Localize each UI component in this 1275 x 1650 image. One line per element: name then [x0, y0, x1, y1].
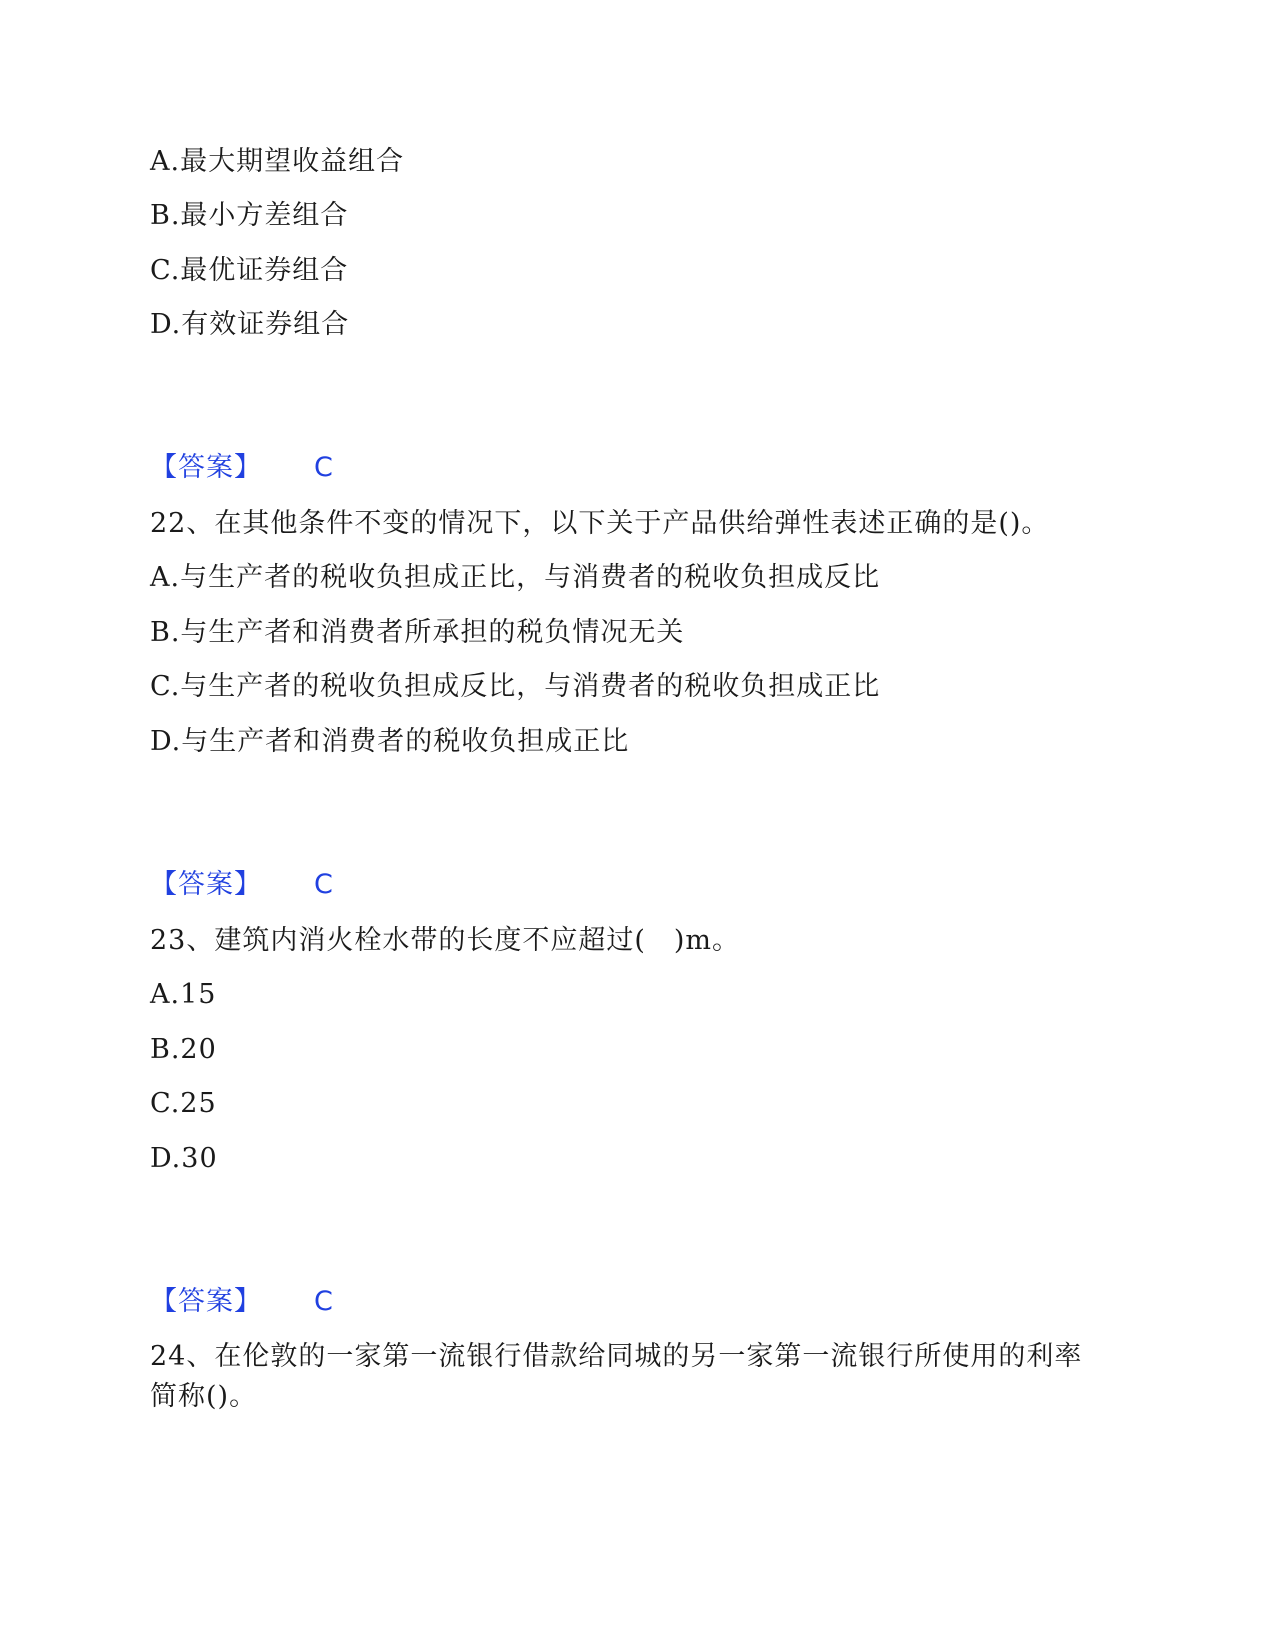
q23-answer — [150, 1285, 333, 1319]
q23-question: 23、建筑内消火栓水带的长度不应超过( )m。 — [150, 925, 741, 956]
q22-answer — [150, 868, 333, 902]
q21-option-b: B.最小方差组合 — [150, 200, 349, 231]
answer-label: 【答案】 — [150, 869, 262, 900]
q21-option-d: D.有效证券组合 — [150, 309, 350, 340]
q23-option-a: A.15 — [150, 979, 217, 1010]
q23-option-d: D.30 — [150, 1143, 218, 1174]
q23-option-b: B.20 — [150, 1034, 217, 1065]
answer-value: C — [314, 1286, 333, 1317]
q22-option-c: C.与生产者的税收负担成反比，与消费者的税收负担成正比 — [150, 671, 881, 702]
q21-option-c: C.最优证券组合 — [150, 255, 349, 286]
answer-label: 【答案】 — [150, 452, 262, 483]
answer-value: C — [314, 869, 333, 900]
q21-option-a: A.最大期望收益组合 — [150, 146, 405, 177]
q22-option-d: D.与生产者和消费者的税收负担成正比 — [150, 726, 630, 757]
q23-option-c: C.25 — [150, 1088, 217, 1119]
q22-option-a: A.与生产者的税收负担成正比，与消费者的税收负担成反比 — [150, 562, 881, 593]
answer-value: C — [314, 452, 333, 483]
q22-question: 22、在其他条件不变的情况下，以下关于产品供给弹性表述正确的是()。 — [150, 508, 1050, 539]
q21-answer — [150, 451, 333, 485]
q24-question: 24、在伦敦的一家第一流银行借款给同城的另一家第一流银行所使用的利率简称()。 — [150, 1341, 1083, 1412]
answer-label: 【答案】 — [150, 1286, 262, 1317]
q22-option-b: B.与生产者和消费者所承担的税负情况无关 — [150, 617, 685, 648]
